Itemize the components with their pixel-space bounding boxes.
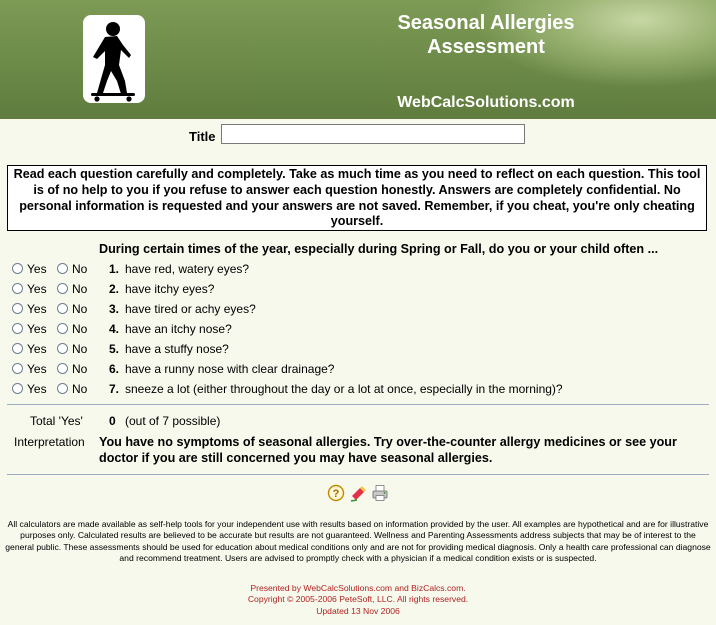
no-radio[interactable]	[57, 343, 68, 354]
instructions-notice: Read each question carefully and completely. Take as much time as you need to reflect on each question. This tool is of no help to you if you refuse to answer each question honestly. Answers are completely confidential. No personal information is requested and your answers are not saved. Remember, if you cheat, you're only cheating yourself.	[7, 165, 707, 231]
question-row	[0, 321, 716, 341]
question-number: 1.	[109, 262, 120, 276]
no-label: No	[72, 342, 88, 356]
question-text: have tired or achy eyes?	[125, 302, 256, 316]
question-number: 7.	[109, 382, 120, 396]
site-name: WebCalcSolutions.com	[397, 94, 575, 111]
question-text: have itchy eyes?	[125, 282, 215, 296]
title-input[interactable]	[221, 124, 525, 144]
logo	[83, 15, 145, 103]
no-radio[interactable]	[57, 303, 68, 314]
no-radio[interactable]	[57, 263, 68, 274]
yes-label: Yes	[27, 382, 47, 396]
footer-copyright: Copyright © 2005-2006 PeteSoft, LLC. All rights reserved.	[247, 594, 469, 605]
svg-text:?: ?	[332, 488, 340, 501]
skateboarder-silhouette-icon	[83, 15, 145, 103]
question-text: have a runny nose with clear drainage?	[125, 362, 335, 376]
question-row	[0, 281, 716, 301]
no-label: No	[72, 302, 88, 316]
question-row	[0, 361, 716, 381]
footer-presented-by: Presented by WebCalcSolutions.com and BizCalcs.com.	[250, 583, 466, 593]
footer	[0, 583, 716, 617]
title-label: Title	[189, 129, 216, 144]
no-radio[interactable]	[57, 283, 68, 294]
total-note: (out of 7 possible)	[125, 414, 221, 428]
page-title-line2: Assessment	[427, 36, 545, 58]
yes-label: Yes	[27, 362, 47, 376]
print-icon[interactable]	[371, 484, 389, 502]
no-label: No	[72, 382, 88, 396]
question-text: have a stuffy nose?	[125, 342, 229, 356]
question-number: 6.	[109, 362, 120, 376]
total-value: 0	[109, 414, 116, 428]
page-title-line1: Seasonal Allergies	[397, 12, 575, 34]
total-label: Total 'Yes'	[30, 414, 83, 428]
question-text: have an itchy nose?	[125, 322, 232, 336]
yes-label: Yes	[27, 262, 47, 276]
no-label: No	[72, 362, 88, 376]
question-number: 5.	[109, 342, 120, 356]
footer-updated: Updated 13 Nov 2006	[316, 605, 400, 616]
yes-radio[interactable]	[12, 383, 23, 394]
yes-radio[interactable]	[12, 343, 23, 354]
question-text: have red, watery eyes?	[125, 262, 250, 276]
page-title	[356, 11, 616, 59]
no-radio[interactable]	[57, 363, 68, 374]
question-text: sneeze a lot (either throughout the day or a lot at once, especially in the morning)?	[125, 382, 563, 396]
question-number: 2.	[109, 282, 120, 296]
interpretation-label: Interpretation	[14, 435, 85, 449]
no-radio[interactable]	[57, 323, 68, 334]
question-row	[0, 381, 716, 401]
disclaimer: All calculators are made available as self-help tools for your independent use with results based on information provided by the user. All examples are hypothetical and are for illustrative purposes only. Calculated results are believed to be accurate but results are not guaranteed. Wellness and Parenting Assessments address subjects that may be of interest to the general public. These assessments should be used for education about medical conditions only and are not for providing medical diagnosis. Only a health care professional can diagnose and recommend treatment. Users are advised to promptly check with a physician if a medical condition exists or is suspected.	[5, 519, 711, 564]
question-row	[0, 341, 716, 361]
yes-radio[interactable]	[12, 263, 23, 274]
yes-radio[interactable]	[12, 283, 23, 294]
question-row	[0, 301, 716, 321]
no-label: No	[72, 282, 88, 296]
help-icon[interactable]	[327, 484, 345, 502]
header-banner	[0, 0, 716, 119]
yes-radio[interactable]	[12, 303, 23, 314]
no-label: No	[72, 262, 88, 276]
yes-label: Yes	[27, 342, 47, 356]
question-row	[0, 261, 716, 281]
clear-eraser-icon[interactable]	[349, 484, 367, 502]
yes-radio[interactable]	[12, 323, 23, 334]
no-radio[interactable]	[57, 383, 68, 394]
no-label: No	[72, 322, 88, 336]
question-number: 4.	[109, 322, 120, 336]
yes-label: Yes	[27, 322, 47, 336]
yes-label: Yes	[27, 302, 47, 316]
interpretation-text: You have no symptoms of seasonal allergies. Try over-the-counter allergy medicines or see your doctor if you are still concerned you may have seasonal allergies.	[99, 435, 677, 465]
yes-radio[interactable]	[12, 363, 23, 374]
question-number: 3.	[109, 302, 120, 316]
divider	[7, 404, 709, 405]
yes-label: Yes	[27, 282, 47, 296]
divider	[7, 474, 709, 475]
question-intro: During certain times of the year, especially during Spring or Fall, do you or your child often ...	[99, 242, 659, 256]
